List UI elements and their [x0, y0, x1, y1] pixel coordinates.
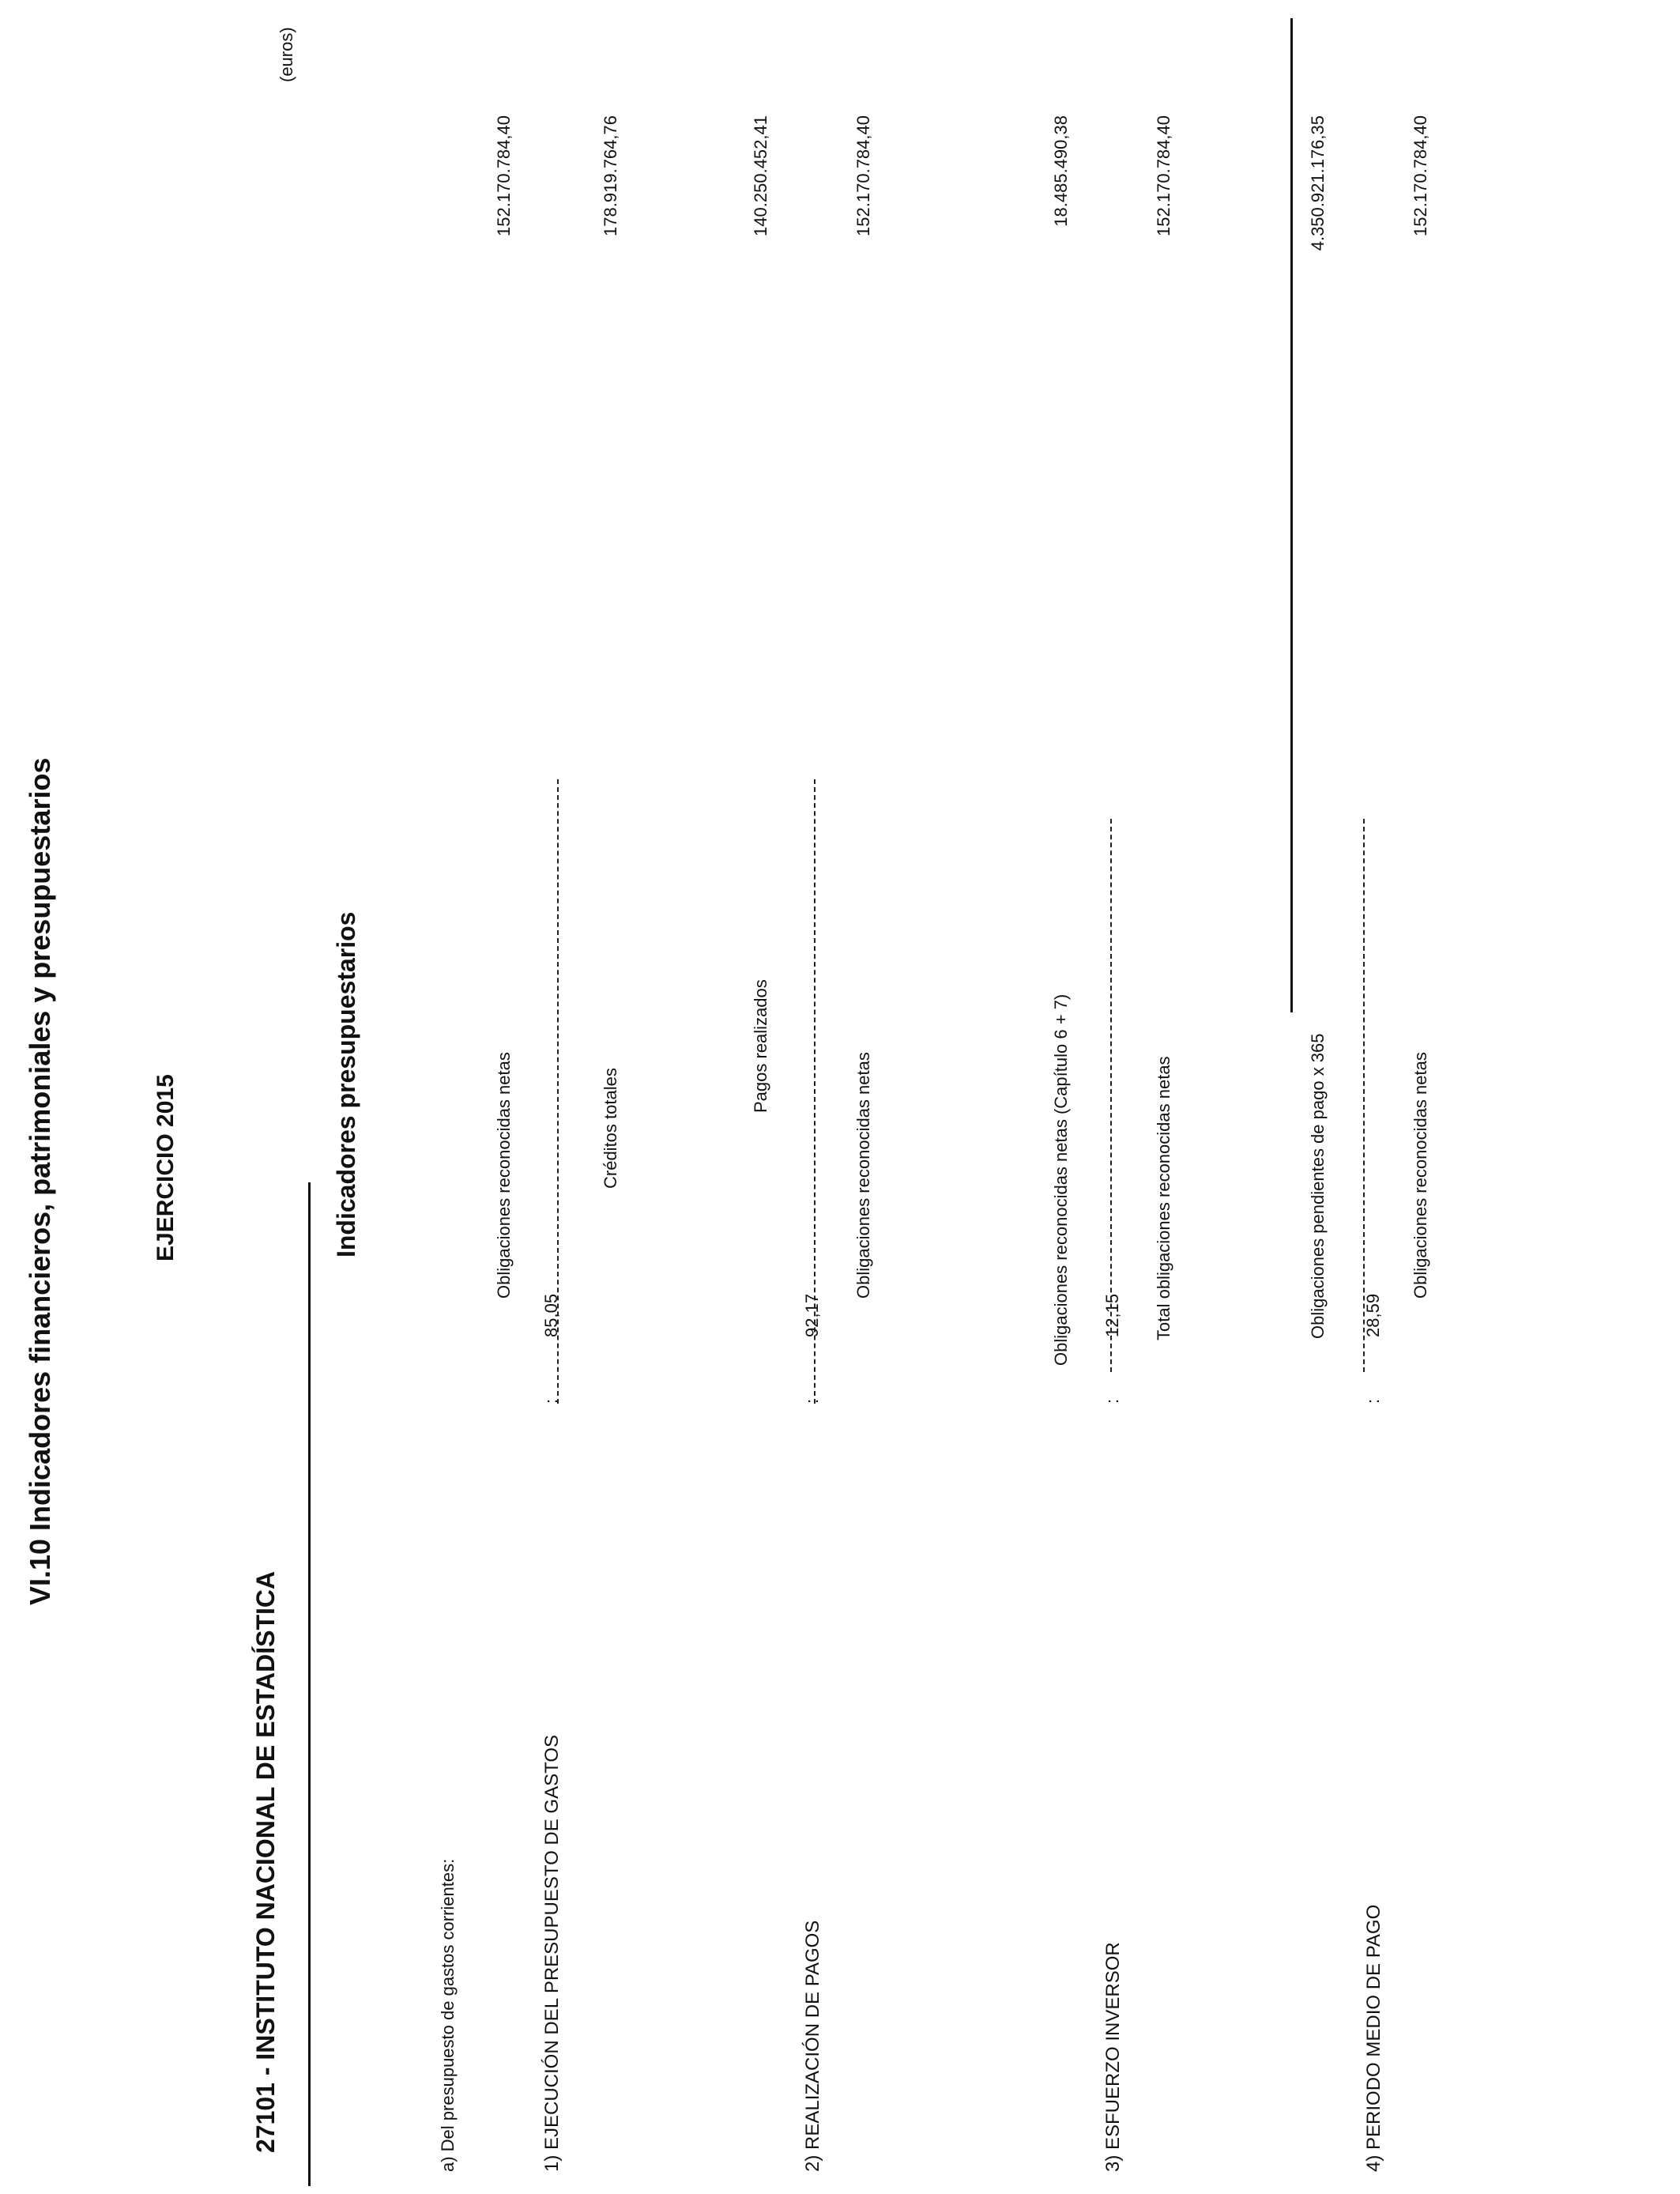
- indicator-label: 1) EJECUCIÓN DEL PRESUPUESTO DE GASTOS: [541, 1734, 563, 2172]
- indicator-numerator: Obligaciones reconocidas netas (Capítulo 6 + 7): [1051, 993, 1071, 1366]
- denominator-amount: 178.919.764,76: [601, 115, 620, 236]
- indicator-value: 28,59: [1363, 1293, 1383, 1337]
- numerator-amount: 4.350.921.176,35: [1308, 115, 1328, 251]
- indicator-denominator: Créditos totales: [601, 1068, 620, 1189]
- indicator-label: 3) ESFUERZO INVERSOR: [1102, 1942, 1124, 2172]
- indicator-separator: :: [1102, 1398, 1122, 1404]
- indicator-numerator: Obligaciones pendientes de pago x 365: [1308, 1033, 1328, 1339]
- entity-title: 27101 - INSTITUTO NACIONAL DE ESTADÍSTICA: [251, 1570, 280, 2153]
- numerator-amount: 18.485.490,38: [1051, 115, 1071, 227]
- fraction-line: [1363, 819, 1365, 1372]
- denominator-amount: 152.170.784,40: [1411, 115, 1430, 236]
- fraction-line: [557, 779, 559, 1404]
- indicator-separator: :: [1363, 1398, 1383, 1404]
- indicator-numerator: Obligaciones reconocidas netas: [494, 1052, 514, 1299]
- indicator-separator: :: [802, 1398, 822, 1404]
- fraction-line: [814, 779, 816, 1404]
- header-rule-left: [308, 1182, 311, 2186]
- denominator-amount: 152.170.784,40: [853, 115, 873, 236]
- indicator-separator: :: [541, 1398, 561, 1404]
- fraction-line: [1110, 819, 1112, 1372]
- report-title: VI.10 Indicadores financieros, patrimoniales y presupuestarios: [24, 757, 56, 1605]
- indicator-value: 12,15: [1102, 1293, 1122, 1337]
- indicator-denominator: Obligaciones reconocidas netas: [853, 1052, 873, 1299]
- indicator-numerator: Pagos realizados: [751, 979, 770, 1113]
- section-heading: Indicadores presupuestarios: [332, 911, 360, 1257]
- numerator-amount: 140.250.452,41: [751, 115, 770, 236]
- indicator-denominator: Total obligaciones reconocidas netas: [1154, 1056, 1173, 1340]
- indicator-label: 4) PERIODO MEDIO DE PAGO: [1363, 1904, 1384, 2172]
- numerator-amount: 152.170.784,40: [494, 115, 514, 236]
- fiscal-year: EJERCICIO 2015: [153, 1074, 179, 1261]
- indicator-label: 2) REALIZACIÓN DE PAGOS: [802, 1920, 823, 2172]
- indicator-value: 92,17: [802, 1293, 822, 1337]
- denominator-amount: 152.170.784,40: [1154, 115, 1173, 236]
- indicator-value: 85,05: [541, 1293, 561, 1337]
- header-rule-right: [1290, 18, 1293, 1012]
- indicator-denominator: Obligaciones reconocidas netas: [1411, 1052, 1430, 1299]
- subsection-label: a) Del presupuesto de gastos corrientes:: [438, 1858, 458, 2172]
- units-label: (euros): [277, 27, 296, 82]
